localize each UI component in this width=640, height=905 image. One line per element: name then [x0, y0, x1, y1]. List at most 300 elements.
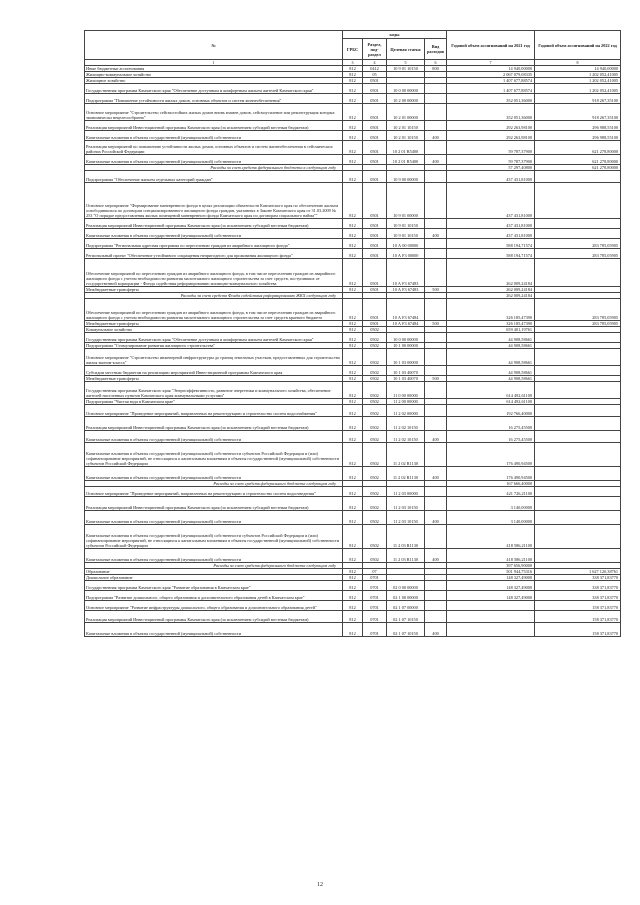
- row-amount-2021: 1 407 677,88574: [447, 84, 535, 94]
- row-expense-type: [425, 611, 447, 623]
- row-amount-2021: 262 009,24184: [447, 287, 535, 293]
- row-razdel: 0501: [363, 299, 387, 321]
- row-razdel: 0502: [363, 376, 387, 382]
- row-razdel: 0501: [363, 259, 387, 287]
- row-target-article: 10 А F3 00000: [387, 249, 425, 259]
- table-row: [85, 94, 621, 104]
- row-amount-2021: 2 067 079,08335: [447, 72, 535, 78]
- row-target-article: 10 А 00 00000: [387, 239, 425, 249]
- row-target-article: 02 1 00 00000: [387, 591, 425, 601]
- row-grbs: 812: [343, 171, 363, 183]
- row-amount-2022: 158 371,83770: [535, 611, 621, 623]
- row-razdel: 0501: [363, 78, 387, 84]
- row-amount-2021: 176 490,94500: [447, 443, 535, 467]
- row-razdel: 05: [363, 72, 387, 78]
- row-name: Капитальные вложения в объекты государственной (муниципальной) собственности: [85, 549, 343, 563]
- row-amount-2021: 437 431,81000: [447, 183, 535, 219]
- row-expense-type: [425, 249, 447, 259]
- column-number: 1: [85, 60, 343, 66]
- row-amount-2022: [535, 349, 621, 366]
- row-target-article: 10 1 00 00000: [387, 343, 425, 349]
- row-name: Подпрограмма "Региональная адресная программа по переселению граждан из аварийного жилищного фонда": [85, 239, 343, 249]
- row-expense-type: [425, 171, 447, 183]
- row-amount-2022: 1 202 052,41005: [535, 84, 621, 94]
- row-razdel: 0502: [363, 511, 387, 525]
- row-grbs: 812: [343, 417, 363, 431]
- row-expense-type: [425, 581, 447, 591]
- row-amount-2021: [447, 601, 535, 611]
- row-expense-type: [425, 382, 447, 399]
- row-amount-2022: [535, 333, 621, 343]
- row-target-article: 10 2 01 10150: [387, 131, 425, 141]
- table-row: [85, 525, 621, 549]
- row-name: Жилищно-коммунальное хозяйство: [85, 72, 343, 78]
- column-number: 4: [363, 60, 387, 66]
- header-expense-type: Вид расходов: [425, 39, 447, 60]
- row-target-article: 10 А F3 67483: [387, 287, 425, 293]
- row-name: Капитальные вложения в объекты государственной (муниципальной) собственности: [85, 511, 343, 525]
- row-name: Расходы за счет средств федерального бюджета следующем году: [85, 563, 343, 569]
- row-amount-2022: 158 371,83770: [535, 601, 621, 611]
- header-target-article: Целевая статья: [387, 39, 425, 60]
- row-grbs: 812: [343, 78, 363, 84]
- row-expense-type: [425, 121, 447, 131]
- row-name: Капитальные вложения в объекты государственной (муниципальной) собственности: [85, 131, 343, 141]
- row-amount-2022: 621 278,80000: [535, 141, 621, 155]
- row-razdel: 0502: [363, 443, 387, 467]
- row-amount-2021: 59 787,37900: [447, 155, 535, 165]
- row-razdel: 0501: [363, 171, 387, 183]
- row-grbs: 812: [343, 299, 363, 321]
- row-amount-2021: 44 908,58661: [447, 349, 535, 366]
- row-target-article: 11 2 02 R1130: [387, 443, 425, 467]
- row-grbs: 812: [343, 321, 363, 327]
- row-amount-2021: 262 009,24184: [447, 259, 535, 287]
- row-name: Реализация мероприятий по повышению устойчивости жилых домов, основных объектов и систем жизнеобеспечения в сейсмических районах Российской Федерации: [85, 141, 343, 155]
- row-amount-2022: [535, 229, 621, 239]
- row-amount-2021: 148 327,49000: [447, 581, 535, 591]
- row-amount-2022: [535, 171, 621, 183]
- row-amount-2021: 614 492,61100: [447, 382, 535, 399]
- row-amount-2022: 158 371,83770: [535, 623, 621, 637]
- row-target-article: 10 1 03 00000: [387, 349, 425, 366]
- row-amount-2022: [535, 525, 621, 549]
- row-target-article: 10 А F3 67484: [387, 299, 425, 321]
- row-expense-type: [425, 239, 447, 249]
- row-expense-type: [425, 443, 447, 467]
- row-name: Образование: [85, 569, 343, 575]
- row-name: Основное мероприятие "Формирование маневренного фонда в целях реализации обязательств Камчатского края по обеспечению жильем освободившихся по договорам специализированного жилищного фонда граждан, указанных в Законе Камчатского края от 31.03.2009 № 253 "О порядке предоставления жилых помещений маневренного фонда Камчатского края по договорам социального найма"": [85, 183, 343, 219]
- row-name: Реализация мероприятий Инвестиционной программы Камчатского края (за исключением субсидий местным бюджетам): [85, 121, 343, 131]
- row-name: Капитальные вложения в объекты государственной (муниципальной) собственности субъектов Российской Федерации и (или) софинансирование мероприятий, не относящихся к капитальным вложениям в объекты государственной (муниципальной) собственности субъектов Российской Федерации: [85, 443, 343, 467]
- row-amount-2022: 1 202 052,41005: [535, 78, 621, 84]
- row-target-article: 11 2 03 R1130: [387, 525, 425, 549]
- table-row: [85, 591, 621, 601]
- row-expense-type: 400: [425, 511, 447, 525]
- row-grbs: 812: [343, 121, 363, 131]
- column-number: 7: [447, 60, 535, 66]
- row-target-article: 10 2 01 R5400: [387, 155, 425, 165]
- header-codes: коды: [343, 31, 447, 39]
- row-amount-2021: 59 787,37900: [447, 141, 535, 155]
- row-name: Подпрограмма "Чистая вода в Камчатском крае": [85, 399, 343, 405]
- table-row: [85, 417, 621, 431]
- table-row: [85, 601, 621, 611]
- row-razdel: 0502: [363, 467, 387, 481]
- row-razdel: 0701: [363, 575, 387, 581]
- row-razdel: 0501: [363, 94, 387, 104]
- row-name: Иные бюджетные ассигнования: [85, 66, 343, 72]
- row-target-article: 02 1 07 10150: [387, 623, 425, 637]
- row-amount-2021: 44 908,58661: [447, 376, 535, 382]
- row-grbs: 812: [343, 405, 363, 417]
- row-grbs: 812: [343, 94, 363, 104]
- row-target-article: 02 1 07 10150: [387, 611, 425, 623]
- row-amount-2022: 918 267,35100: [535, 104, 621, 121]
- row-name: Капитальные вложения в объекты государственной (муниципальной) собственности: [85, 467, 343, 481]
- row-amount-2022: [535, 431, 621, 443]
- row-target-article: 11 2 03 R1130: [387, 549, 425, 563]
- row-grbs: 812: [343, 183, 363, 219]
- row-name: Капитальные вложения в объекты государственной (муниципальной) собственности субъектов Российской Федерации и (или) софинансирование мероприятий, не относящихся к капитальным вложениям в объекты государственной (муниципальной) собственности субъектов Российской Федерации: [85, 525, 343, 549]
- row-name: Межбюджетные трансферты: [85, 287, 343, 293]
- table-row: [85, 104, 621, 121]
- row-name: Подпрограмма "Стимулирование развития жилищного строительства": [85, 343, 343, 349]
- row-grbs: 812: [343, 525, 363, 549]
- row-razdel: 0502: [363, 549, 387, 563]
- row-amount-2022: [535, 443, 621, 467]
- row-expense-type: 400: [425, 131, 447, 141]
- row-grbs: 812: [343, 575, 363, 581]
- row-amount-2021: 352 051,36000: [447, 104, 535, 121]
- row-grbs: 812: [343, 366, 363, 376]
- row-amount-2022: [535, 487, 621, 497]
- row-grbs: 812: [343, 399, 363, 405]
- budget-table-body: [85, 66, 621, 637]
- row-razdel: 0502: [363, 343, 387, 349]
- row-amount-2021: [447, 623, 535, 637]
- row-amount-2021: 148 327,49000: [447, 591, 535, 601]
- row-target-article: 10 9 01 10150: [387, 219, 425, 229]
- row-grbs: 812: [343, 467, 363, 481]
- row-razdel: 0501: [363, 131, 387, 141]
- row-name: Государственная программа Камчатского края "Энергоэффективность, развитие энергетики и коммунального хозяйства, обеспечение жителей населенных пунктов Камчатского края коммунальными услугами": [85, 382, 343, 399]
- header-number: №: [85, 31, 343, 60]
- row-expense-type: 500: [425, 287, 447, 293]
- row-amount-2021: 352 051,36000: [447, 94, 535, 104]
- row-grbs: 812: [343, 249, 363, 259]
- table-row: [85, 121, 621, 131]
- table-row: [85, 229, 621, 239]
- row-target-article: 10 2 01 R5400: [387, 141, 425, 155]
- row-grbs: 812: [343, 382, 363, 399]
- row-target-article: 02 1 07 00000: [387, 601, 425, 611]
- row-razdel: 0501: [363, 321, 387, 327]
- row-amount-2021: 176 490,94500: [447, 467, 535, 481]
- row-grbs: 812: [343, 239, 363, 249]
- row-amount-2021: 167 666,40000: [447, 481, 535, 487]
- row-expense-type: [425, 525, 447, 549]
- row-razdel: 0502: [363, 399, 387, 405]
- row-expense-type: 400: [425, 229, 447, 239]
- row-razdel: 0501: [363, 121, 387, 131]
- table-row: [85, 171, 621, 183]
- table-row: [85, 611, 621, 623]
- row-expense-type: 400: [425, 155, 447, 165]
- row-name: Подпрограмма "Обеспечение жильем отдельных категорий граждан": [85, 171, 343, 183]
- table-row: [85, 249, 621, 259]
- row-razdel: 0502: [363, 327, 387, 333]
- row-amount-2021: 44 908,58661: [447, 366, 535, 376]
- row-target-article: 11 2 02 R1130: [387, 467, 425, 481]
- row-name: Капитальные вложения в объекты государственной (муниципальной) собственности: [85, 431, 343, 443]
- row-grbs: 812: [343, 511, 363, 525]
- row-amount-2021: 397 656,90000: [447, 563, 535, 569]
- row-razdel: 0502: [363, 333, 387, 343]
- row-expense-type: [425, 94, 447, 104]
- row-razdel: 0701: [363, 623, 387, 637]
- table-row: [85, 219, 621, 229]
- table-row: [85, 382, 621, 399]
- header-grbs: ГРБС: [343, 39, 363, 60]
- row-razdel: 0502: [363, 417, 387, 431]
- row-amount-2022: 283 785,05905: [535, 249, 621, 259]
- row-grbs: 812: [343, 72, 363, 78]
- row-name: Основное мероприятие "Проведение мероприятий, направленных на реконструкцию и строительство систем водоснабжения": [85, 405, 343, 417]
- row-target-article: 10 9 01 00000: [387, 183, 425, 219]
- row-razdel: 0501: [363, 84, 387, 94]
- row-name: Государственная программа Камчатского края "Обеспечение доступным и комфортным жильем жителей Камчатского края": [85, 333, 343, 343]
- row-amount-2022: 621 278,80000: [535, 165, 621, 171]
- row-target-article: 10 9 01 10150: [387, 66, 425, 72]
- row-amount-2021: [447, 611, 535, 623]
- row-amount-2022: 296 988,55100: [535, 131, 621, 141]
- row-razdel: 0412: [363, 66, 387, 72]
- row-expense-type: 400: [425, 431, 447, 443]
- row-grbs: 812: [343, 104, 363, 121]
- row-amount-2022: 283 785,05905: [535, 299, 621, 321]
- header-year-2022: Годовой объем ассигнований на 2022 год: [535, 31, 621, 60]
- row-grbs: 812: [343, 549, 363, 563]
- row-target-article: 10 9 01 10150: [387, 229, 425, 239]
- row-grbs: 812: [343, 376, 363, 382]
- row-name: Межбюджетные трансферты: [85, 321, 343, 327]
- row-grbs: 812: [343, 497, 363, 511]
- row-grbs: 812: [343, 229, 363, 239]
- row-grbs: 812: [343, 569, 363, 575]
- table-row: [85, 259, 621, 287]
- table-row: [85, 511, 621, 525]
- row-name: Подпрограмма "Развитие дошкольного, общего образования и дополнительного образования детей в Камчатском крае": [85, 591, 343, 601]
- row-razdel: 0701: [363, 581, 387, 591]
- row-amount-2021: 292 263,98100: [447, 121, 535, 131]
- row-amount-2022: [535, 549, 621, 563]
- row-razdel: 0502: [363, 431, 387, 443]
- row-amount-2021: 192 766,40000: [447, 405, 535, 417]
- row-razdel: 0501: [363, 287, 387, 293]
- row-amount-2021: 659 401,19761: [447, 327, 535, 333]
- row-razdel: 0701: [363, 601, 387, 611]
- row-name: Основное мероприятие "Развитие инфраструктуры дошкольного, общего образования и дополнительного образования детей": [85, 601, 343, 611]
- row-name: Расходы за счет средств Фонда содействия реформированию ЖКХ следующем году: [85, 293, 343, 299]
- row-expense-type: [425, 405, 447, 417]
- table-row: [85, 405, 621, 417]
- table-row: [85, 333, 621, 343]
- row-target-article: 11 2 03 10150: [387, 497, 425, 511]
- row-name: Основное мероприятие "Проведение мероприятий, направленных на реконструкцию и строительство систем водоотведения": [85, 487, 343, 497]
- row-expense-type: [425, 183, 447, 219]
- row-name: Обеспечение мероприятий по переселению граждан из аварийного жилищного фонда, в том числе переселению граждан из аварийного жилищного фонда с учетом необходимости развития малоэтажного жилищного строительства за счет средств, поступивших от государственной корпорации - Фонда содействия реформированию жилищно-коммунального хозяйства: [85, 259, 343, 287]
- row-grbs: 812: [343, 155, 363, 165]
- row-amount-2022: [535, 417, 621, 431]
- row-target-article: 10 0 00 00000: [387, 333, 425, 343]
- row-name: Расходы за счет средств федерального бюджета в следующем году: [85, 165, 343, 171]
- row-amount-2021: 418 586,21100: [447, 525, 535, 549]
- row-amount-2022: 14 940,00000: [535, 66, 621, 72]
- row-razdel: 07: [363, 569, 387, 575]
- table-row: [85, 623, 621, 637]
- row-razdel: 0502: [363, 487, 387, 497]
- row-amount-2022: 283 785,05905: [535, 321, 621, 327]
- row-amount-2022: [535, 405, 621, 417]
- row-name: Подпрограмма "Повышение устойчивости жилых домов, основных объектов и систем жизнеобеспечения": [85, 94, 343, 104]
- row-target-article: 11 2 02 00000: [387, 405, 425, 417]
- row-target-article: 10 2 01 10150: [387, 121, 425, 131]
- row-amount-2021: 148 327,49000: [447, 575, 535, 581]
- row-grbs: 812: [343, 333, 363, 343]
- row-expense-type: [425, 219, 447, 229]
- row-amount-2022: [535, 467, 621, 481]
- row-amount-2022: [535, 382, 621, 399]
- row-expense-type: [425, 497, 447, 511]
- row-grbs: 812: [343, 343, 363, 349]
- row-amount-2021: 437 431,81000: [447, 229, 535, 239]
- column-number: 6: [425, 60, 447, 66]
- row-name: Основное мероприятие "Строительство инженерной инфраструктуры до границ земельных участков, предоставленных для строительства жилья эконом-класса": [85, 349, 343, 366]
- row-amount-2022: 338 371,83770: [535, 591, 621, 601]
- row-target-article: 11 2 02 10150: [387, 431, 425, 443]
- table-row: [85, 131, 621, 141]
- row-expense-type: [425, 141, 447, 155]
- row-target-article: 11 2 03 00000: [387, 487, 425, 497]
- row-amount-2022: [535, 497, 621, 511]
- column-number: 5: [387, 60, 425, 66]
- row-amount-2021: 3 140,00000: [447, 497, 535, 511]
- row-razdel: 0502: [363, 382, 387, 399]
- row-razdel: 0501: [363, 239, 387, 249]
- row-name: Субсидии местным бюджетам на реализацию мероприятий Инвестиционной программы Камчатского края: [85, 366, 343, 376]
- table-row: [85, 581, 621, 591]
- header-year-2021: Годовой объем ассигнований на 2021 год: [447, 31, 535, 60]
- row-expense-type: 800: [425, 66, 447, 72]
- row-target-article: 10 1 03 40070: [387, 376, 425, 382]
- row-razdel: 0502: [363, 405, 387, 417]
- row-grbs: 812: [343, 611, 363, 623]
- row-amount-2022: [535, 259, 621, 287]
- row-amount-2022: 338 371,83770: [535, 575, 621, 581]
- row-name: Государственная программа Камчатского края "Обеспечение доступным и комфортным жильем жителей Камчатского края": [85, 84, 343, 94]
- row-expense-type: 400: [425, 549, 447, 563]
- row-grbs: 812: [343, 287, 363, 293]
- row-razdel: 0701: [363, 591, 387, 601]
- table-row: [85, 431, 621, 443]
- row-amount-2021: 57 297,40800: [447, 165, 535, 171]
- row-target-article: 11 2 00 00000: [387, 399, 425, 405]
- table-row: [85, 443, 621, 467]
- row-target-article: 11 2 03 10150: [387, 511, 425, 525]
- row-amount-2021: 418 586,21100: [447, 549, 535, 563]
- row-amount-2022: [535, 219, 621, 229]
- row-amount-2022: 338 371,83770: [535, 581, 621, 591]
- row-name: Капитальные вложения в объекты государственной (муниципальной) собственности: [85, 155, 343, 165]
- row-name: Основное мероприятие "Строительство сейсмостойких жилых домов вновь взамен домов, сейсмоусиление или реконструкция которых экономически нецелесообразна": [85, 104, 343, 121]
- row-razdel: 0502: [363, 497, 387, 511]
- row-amount-2022: 1 627 120,38761: [535, 569, 621, 575]
- row-razdel: 0501: [363, 229, 387, 239]
- row-expense-type: [425, 366, 447, 376]
- row-grbs: 812: [343, 327, 363, 333]
- row-razdel: 0501: [363, 155, 387, 165]
- row-target-article: 10 А F3 67483: [387, 259, 425, 287]
- column-number: 8: [535, 60, 621, 66]
- row-grbs: 812: [343, 601, 363, 611]
- table-row: [85, 183, 621, 219]
- row-razdel: 0701: [363, 611, 387, 623]
- row-expense-type: 400: [425, 467, 447, 481]
- row-name: Капитальные вложения в объекты государственной (муниципальной) собственности: [85, 623, 343, 637]
- row-expense-type: [425, 487, 447, 497]
- table-row: [85, 141, 621, 155]
- table-row: [85, 366, 621, 376]
- row-grbs: 812: [343, 66, 363, 72]
- row-target-article: 10 0 00 00000: [387, 84, 425, 94]
- row-razdel: 0501: [363, 219, 387, 229]
- row-expense-type: [425, 417, 447, 431]
- row-amount-2021: 1 407 677,88574: [447, 78, 535, 84]
- table-row: [85, 549, 621, 563]
- column-number: 3: [343, 60, 363, 66]
- row-grbs: 812: [343, 141, 363, 155]
- budget-table: [84, 30, 621, 637]
- row-expense-type: 500: [425, 321, 447, 327]
- table-row: [85, 299, 621, 321]
- row-target-article: 10 2 01 00000: [387, 104, 425, 121]
- row-amount-2021: 437 431,81000: [447, 219, 535, 229]
- row-name: Реализация мероприятий Инвестиционной программы Камчатского края (за исключением субсидий местным бюджетам): [85, 497, 343, 511]
- row-expense-type: 400: [425, 623, 447, 637]
- row-name: Дошкольное образование: [85, 575, 343, 581]
- row-name: Обеспечение мероприятий по переселению граждан из аварийного жилищного фонда, в том числе переселению граждан из аварийного жилищного фонда с учетом необходимости развития малоэтажного жилищного строительства за счет средств краевого бюджета: [85, 299, 343, 321]
- row-amount-2022: [535, 366, 621, 376]
- row-expense-type: [425, 299, 447, 321]
- row-amount-2021: 326 185,47390: [447, 299, 535, 321]
- row-amount-2021: 14 940,00000: [447, 66, 535, 72]
- budget-table-page: [84, 30, 620, 637]
- row-amount-2022: 296 988,55100: [535, 121, 621, 131]
- row-expense-type: [425, 333, 447, 343]
- row-expense-type: 500: [425, 376, 447, 382]
- header-razdel: Раздел, под- раздел: [363, 39, 387, 60]
- row-expense-type: [425, 349, 447, 366]
- row-amount-2021: 588 194,71574: [447, 249, 535, 259]
- row-razdel: 0502: [363, 525, 387, 549]
- row-name: Коммунальное хозяйство: [85, 327, 343, 333]
- table-row: [85, 487, 621, 497]
- row-name: Региональный проект "Обеспечение устойчивого сокращения непригодного для проживания жилищного фонда": [85, 249, 343, 259]
- row-razdel: 0502: [363, 349, 387, 366]
- row-target-article: 10 9 00 00000: [387, 171, 425, 183]
- row-amount-2021: 44 908,58661: [447, 333, 535, 343]
